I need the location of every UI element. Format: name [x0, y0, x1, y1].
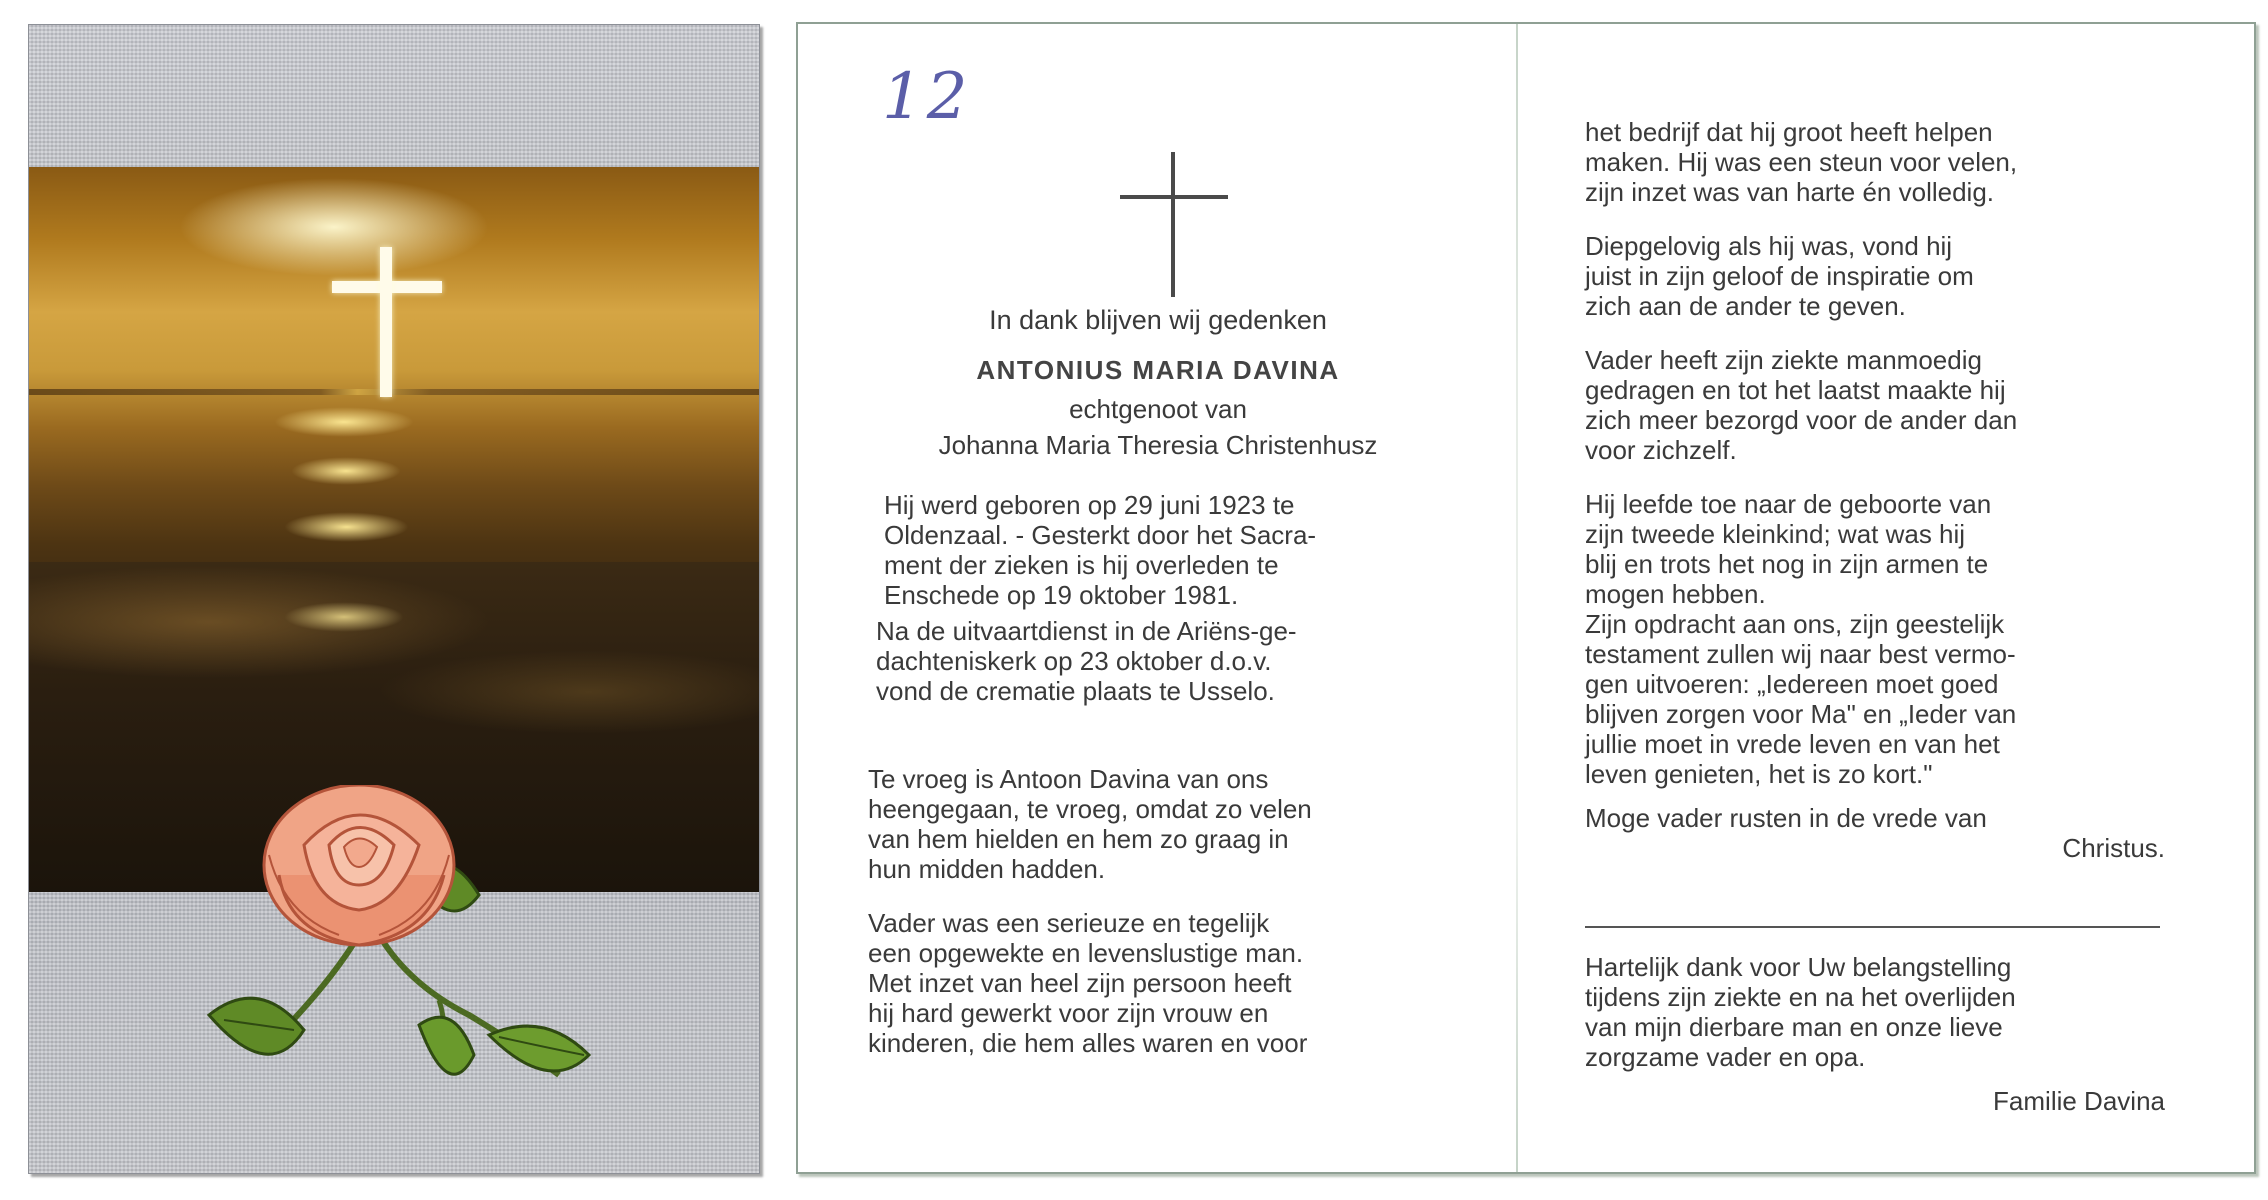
memorial-paragraph-2: Vader was een serieuze en tegelijk een opgewekte en levenslustige man. Met inzet van heel zijn persoon heeft hij hard gewerkt voor zijn vrouw en kinderen, die hem alles waren en voor — [868, 908, 1308, 1058]
front-card — [28, 24, 760, 1174]
memorial-paragraph-3: het bedrijf dat hij groot heeft helpen maken. Hij was een steun voor velen, zijn inzet was van harte én volledig. — [1585, 117, 2018, 207]
handwritten-number: 12 — [882, 60, 972, 134]
right-text-column — [1585, 117, 2165, 863]
sun-reflection — [284, 602, 404, 632]
birth-death-paragraph: Hij werd geboren op 29 juni 1923 te Oldenzaal. - Gesterkt door het Sacra- ment der zieken is hij overleden te Enschede op 19 oktober 1981. — [884, 490, 1317, 610]
fold-line — [1516, 24, 1518, 1172]
intro-text: In dank blijven wij gedenken — [989, 305, 1327, 335]
memorial-paragraph-6: Hij leefde toe naar de geboorte van zijn tweede kleinkind; wat was hij blij en trots het nog in zijn armen te mogen hebben. Zijn opdracht aan ons, zijn geestelijk testament zullen wij naar best vermo- gen uitvoeren: „Iedereen moet goed blijven zorgen voor Ma" en „Ieder van jullie moet in vrede leven en van het leven genieten, het is zo kort." — [1585, 489, 2017, 789]
spouse-name: Johanna Maria Theresia Christenhusz — [938, 430, 1378, 460]
left-text-column — [868, 305, 1448, 1058]
sunset-photo — [29, 167, 759, 892]
rose-illustration — [199, 785, 639, 1115]
relation-text: echtgenoot van — [1069, 394, 1247, 424]
sun-reflection — [291, 457, 401, 485]
memorial-paragraph-5: Vader heeft zijn ziekte manmoedig gedragen en tot het laatst maakte hij zich meer bezorgd voor de ander dan voor zichzelf. — [1585, 345, 2018, 465]
thanks-block — [1585, 952, 2165, 1116]
sun-reflection — [274, 407, 414, 437]
cross-icon — [1120, 152, 1228, 297]
sun-reflection — [284, 512, 409, 542]
thanks-paragraph: Hartelijk dank voor Uw belangstelling tijdens zijn ziekte en na het overlijden van mijn dierbare man en onze lieve zorgzame vader en opa. — [1585, 952, 2016, 1072]
divider-line — [1585, 926, 2160, 928]
family-signature: Familie Davina — [1993, 1086, 2165, 1116]
prayer-line-2: Christus. — [2062, 833, 2165, 863]
prayer-line-1: Moge vader rusten in de vrede van — [1585, 803, 1987, 833]
memorial-paragraph-1: Te vroeg is Antoon Davina van ons heengegaan, te vroeg, omdat zo velen van hem hielden en hem zo graag in hun midden hadden. — [868, 764, 1312, 884]
funeral-paragraph: Na de uitvaartdienst in de Ariëns-ge- dachteniskerk op 23 oktober d.o.v. vond de crematie plaats te Usselo. — [876, 616, 1297, 706]
white-cross-icon — [332, 247, 442, 397]
deceased-name: ANTONIUS MARIA DAVINA — [976, 355, 1340, 385]
memorial-paragraph-4: Diepgelovig als hij was, vond hij juist in zijn geloof de inspiratie om zich aan de ander te geven. — [1585, 231, 1974, 321]
